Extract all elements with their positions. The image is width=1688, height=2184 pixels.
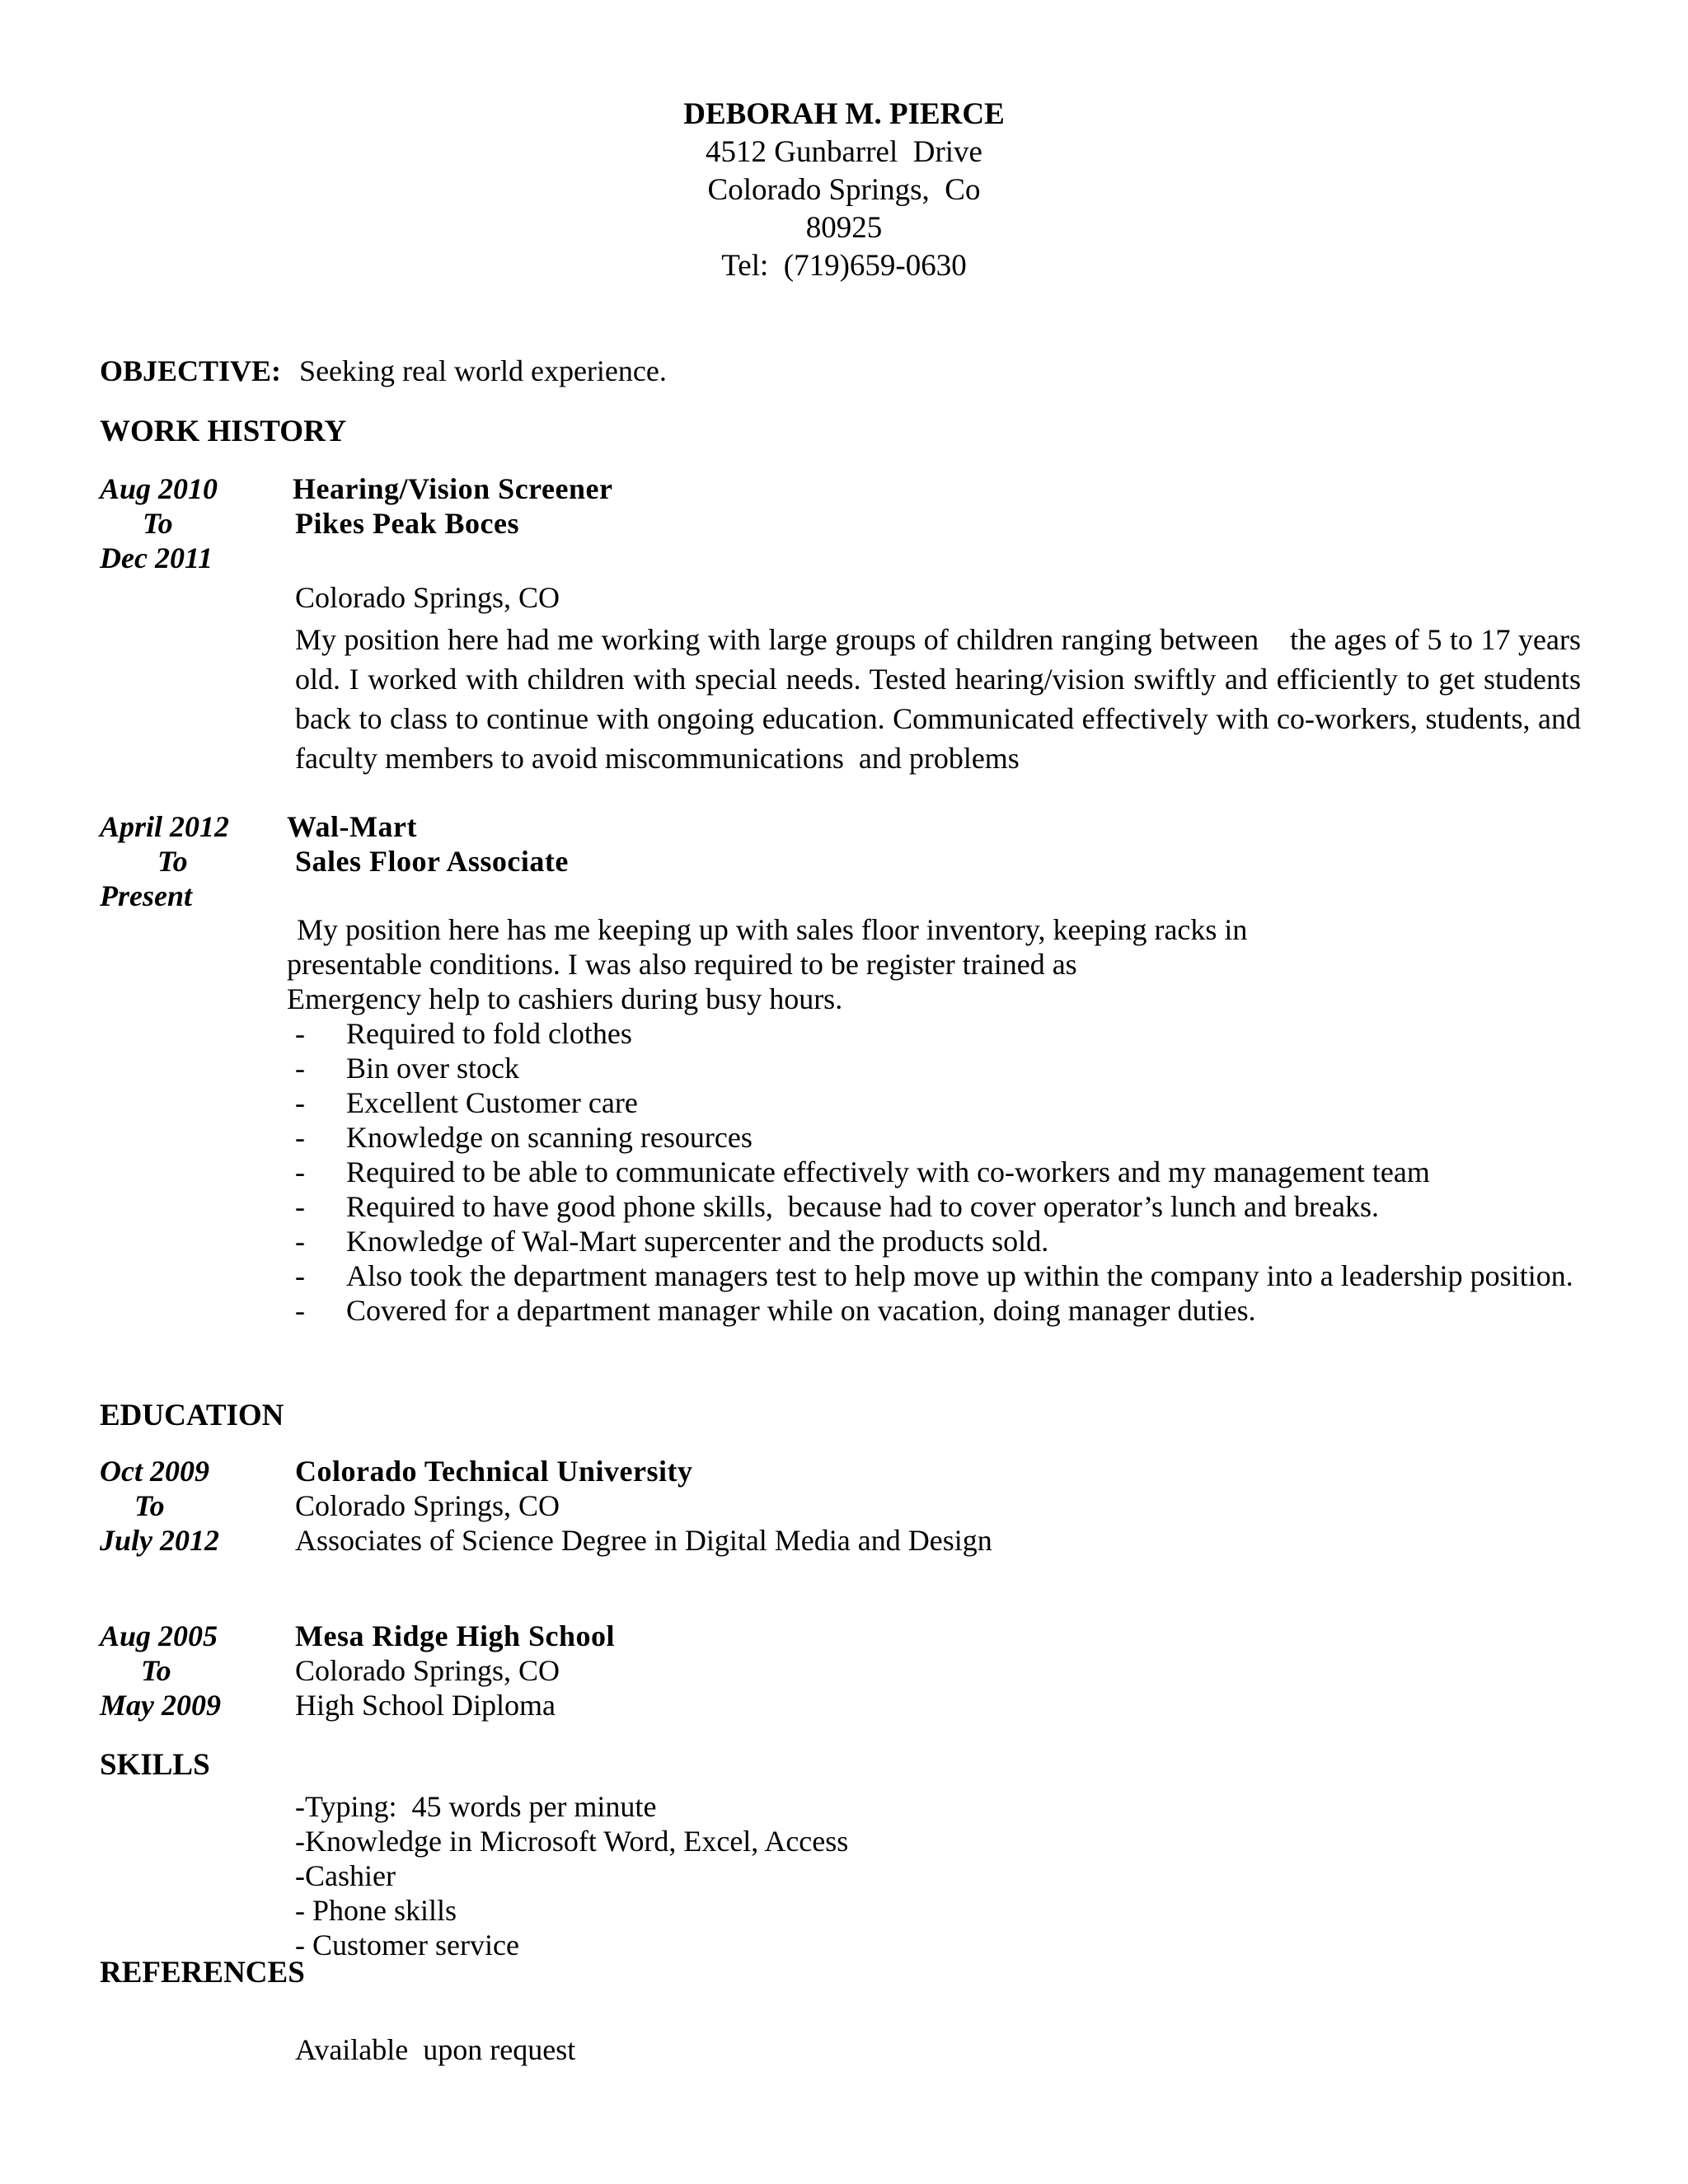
- school-name: Mesa Ridge High School: [295, 1619, 616, 1652]
- date-from: April 2012: [100, 810, 230, 843]
- school-name: Colorado Technical University: [295, 1455, 693, 1488]
- date-from: Aug 2010: [100, 472, 218, 505]
- address-line-1: 4512 Gunbarrel Drive: [706, 135, 982, 169]
- list-item: - Customer service: [295, 1929, 519, 1961]
- date-from: Oct 2009: [100, 1455, 209, 1488]
- job-2-description-line-3: Emergency help to cashiers during busy hours.: [287, 982, 843, 1015]
- job-2-duties-list: [295, 1016, 1581, 1328]
- date-from: Aug 2005: [100, 1619, 218, 1652]
- date-to-word: To: [134, 1489, 165, 1522]
- objective-text: Seeking real world experience.: [299, 354, 667, 387]
- list-item: - Phone skills: [295, 1894, 457, 1927]
- job-2-description-line-1: My position here has me keeping up with sales floor inventory, keeping racks in: [297, 913, 1248, 946]
- list-item: - Required to fold clothes: [295, 1017, 632, 1050]
- school-1-details: [295, 1454, 992, 1558]
- school-1-dates: [100, 1454, 219, 1558]
- list-item: - Covered for a department manager while on vacation, doing manager duties.: [295, 1294, 1256, 1327]
- list-item: - Knowledge of Wal-Mart supercenter and the products sold.: [295, 1225, 1049, 1258]
- list-item: - Knowledge on scanning resources: [295, 1121, 753, 1154]
- list-item: -Cashier: [295, 1859, 396, 1892]
- list-item: - Also took the department managers test to help move up within the company into a leadership position.: [295, 1259, 1573, 1292]
- telephone: Tel: (719)659-0630: [721, 249, 967, 283]
- candidate-name: DEBORAH M. PIERCE: [683, 97, 1005, 131]
- education-heading: EDUCATION: [100, 1399, 284, 1432]
- date-to-word: To: [141, 1654, 171, 1687]
- list-item: - Bin over stock: [295, 1052, 519, 1085]
- location: Colorado Springs, CO: [295, 581, 560, 614]
- employer: Pikes Peak Boces: [295, 507, 519, 540]
- work-history-heading: WORK HISTORY: [100, 415, 347, 448]
- job-title: Hearing/Vision Screener: [293, 472, 613, 505]
- skills-list: [295, 1789, 848, 1962]
- list-item: -Typing: 45 words per minute: [295, 1790, 657, 1823]
- degree: High School Diploma: [295, 1689, 556, 1722]
- list-item: - Required to have good phone skills, because had to cover operator’s lunch and breaks.: [295, 1190, 1379, 1223]
- references-text: Available upon request: [295, 2033, 576, 2066]
- school-2-details: [295, 1619, 615, 1722]
- date-to: July 2012: [100, 1524, 220, 1557]
- objective-label: OBJECTIVE:: [100, 354, 282, 387]
- job-2-header: [287, 809, 569, 879]
- objective: [100, 353, 667, 389]
- job-1-location: [295, 580, 560, 615]
- date-to-word: To: [143, 507, 173, 540]
- date-to: May 2009: [100, 1689, 221, 1722]
- list-item: - Required to be able to communicate effectively with co-workers and my management team: [295, 1155, 1430, 1188]
- job-title: Sales Floor Associate: [295, 845, 569, 878]
- school-location: Colorado Springs, CO: [295, 1489, 560, 1522]
- degree: Associates of Science Degree in Digital Media and Design: [295, 1524, 992, 1557]
- job-2-dates: [100, 809, 229, 913]
- zip-code: 80925: [805, 211, 883, 245]
- school-2-dates: [100, 1619, 221, 1722]
- skills-heading: SKILLS: [100, 1748, 210, 1782]
- list-item: - Excellent Customer care: [295, 1086, 638, 1119]
- job-1-header: [293, 471, 612, 541]
- job-1-dates: [100, 471, 218, 575]
- references-heading: REFERENCES: [100, 1956, 305, 1990]
- contact-header: [0, 96, 1688, 285]
- date-to: Dec 2011: [100, 541, 213, 574]
- employer: Wal-Mart: [287, 810, 417, 843]
- job-2-description-line-2: presentable conditions. I was also required to be register trained as: [287, 948, 1077, 981]
- address-line-2: Colorado Springs, Co: [707, 173, 981, 207]
- date-to: Present: [100, 879, 192, 912]
- school-location: Colorado Springs, CO: [295, 1654, 560, 1687]
- job-1-description: My position here had me working with large groups of children ranging between the ages of 5 to 17 years old. I worked with children with special needs. Tested hearing/vision swiftly and efficiently to get students back to class to continue with ongoing education. Communicated effectively with co-workers, students, and faculty members to avoid miscommunications and problems: [295, 623, 1588, 775]
- date-to-word: To: [157, 845, 188, 878]
- list-item: -Knowledge in Microsoft Word, Excel, Access: [295, 1825, 849, 1858]
